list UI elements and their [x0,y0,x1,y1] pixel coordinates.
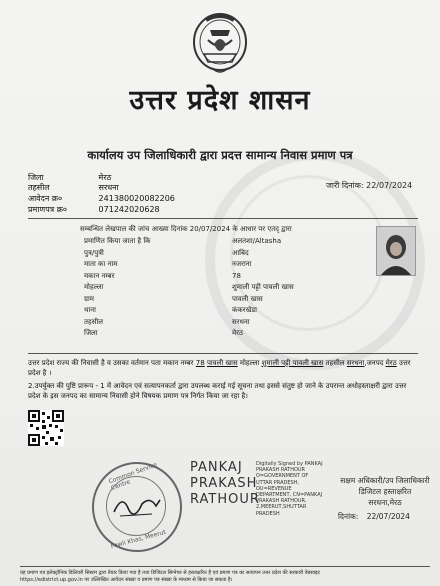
para1-mohalla-label: मोहल्ला [239,359,260,367]
field-value: 78 [232,271,241,280]
handwritten-signature-icon [112,490,162,520]
field-label: ग्राम [84,294,94,303]
footer-line1: यह प्रमाण पत्र इलेक्ट्रॉनिक डिलिवरी सिस्टम द्वारा तैयार किया गया है तथा डिजिटल सिग्नेचर से हस्ताक्षरित है एवं प्रमाण पत्र का सत्यापन उत्तर प्रदेश की सरकारी वेबसाइट [20,570,321,576]
intro-text: सम्बन्धित लेखपाल की जांच आख्या दिनांक 20/07/2024 के आधार पर एतद् द्वारा [80,225,292,233]
field-label: माता का नाम [84,260,118,268]
field-label: प्रमाणित किया जाता है कि [84,237,151,245]
para1-village: पावली खास [206,359,238,367]
certificate-no-value: 071242020628 [98,205,160,214]
csc-seal [92,462,182,552]
footer-note [20,570,430,584]
para1-text: उत्तर प्रदेश राज्य की निवासी है व उसका वर्तमान पता मकान नम्बर [28,359,194,367]
officer-date-value: 22/07/2024 [366,512,410,521]
officer-place: सरधना,मेरठ [368,498,402,507]
officer-signed: डिजिटल हस्ताक्षरित [358,487,412,496]
digital-signature-details: Digitally Signed by PANKAJ PRAKASH RATHOUR O=GOVERNMENT OF UTTAR PRADESH, OU=REVENUE DEPARTMENT, CN=PANKAJ PRAKASH RATHOUR, 2,MEERUT,SHUTTAR PRADESH [256,461,323,517]
seal-top-text: Common Service Centre [107,461,159,492]
residence-paragraph [28,358,418,378]
district-label: जिला [28,173,44,182]
application-no-value: 241380020082206 [98,194,175,203]
signatory-name-line3: RATHOUR [190,492,260,507]
field-value: अलतशा/Altasha [232,237,282,245]
footer-line2: https://edistrict.up.gov.in पर उल्लिखित आवेदन संख्या व प्रमाण पत्र संख्या के माध्यम से किया जा सकता है। [20,577,233,583]
para1-house: 78 [195,359,205,367]
para1-district: मेरठ [385,359,397,367]
field-value: सरधना [232,317,250,326]
confirmation-paragraph: 2.उपर्युक्त की पुष्टि प्रारूप - 1 में आवेदन एवं सत्यापनकर्ता द्वारा उपलब्ध कराई गई सूचना तथा इससे संतुष्ट हो जाने के उपरान्त अधोहस्ताक्षरी द्वारा उत्तर प्रदेश के इस जनपद का सामान्य निवासी होने विषयक प्रमाण पत्र निर्गत किया जा रहा है। [28,382,407,400]
issue-date [326,180,412,191]
tehsil-label: तहसील [28,183,50,192]
officer-date-label: दिनांक: [338,512,359,521]
applicant-photo [376,226,416,276]
field-value: मेरठ [232,329,244,337]
seal-bottom-text: Pawli Khas, Meerut [110,528,167,551]
certificate-no-label: प्रमाणपत्र क्र० [28,205,67,214]
field-label: मोहल्ला [84,283,104,291]
signatory-name [190,460,260,508]
application-no-label: आवेदन क्र० [28,194,63,203]
field-value: आबिद [232,248,249,257]
field-value: कंकरखेडा [232,306,257,314]
divider-footer [20,566,430,567]
tehsil-value: सरधना [98,183,119,192]
field-value: नजराना [232,260,252,268]
signatory-name-line2: PRAKASH [190,476,258,491]
field-label: पुत्र/पुत्री [84,248,104,257]
tehsil-row [28,182,119,193]
field-label: मकान नम्बर [84,271,115,280]
certificate-title: कार्यालय उप जिलाधिकारी द्वारा प्रदत्त सामान्य निवास प्रमाण पत्र [87,148,353,162]
para1-district-label: ,जनपद [364,359,384,367]
field-label: थाना [84,306,96,314]
field-value: पावली खास [232,294,263,303]
para1-tehsil: सरधना [346,359,365,367]
application-no-row [28,193,175,204]
district-value: मेरठ [98,173,112,182]
certificate-no-row [28,204,160,215]
up-emblem-icon [192,10,248,80]
para1-tehsil-label: तहसील [325,359,345,367]
para1-end: उत्तर प्रदेश है । [28,359,411,377]
divider-middle [28,353,418,354]
officer-title: सक्षम अधिकारी/उप जिलाधिकारी [340,476,430,485]
field-value: शुमाली पट्टी पावली खास [232,283,294,291]
person-photo-icon [377,227,415,275]
qr-code-icon [28,410,64,446]
divider-top [28,218,418,219]
issue-date-label: जारी दिनांक: [326,181,364,190]
officer-date [338,512,438,522]
government-title: उत्तर प्रदेश शासन [129,85,311,116]
para1-mohalla: शुमाली पट्टी पावली खास [261,359,324,367]
signatory-name-line1: PANKAJ [190,460,243,475]
field-label: जिला [84,329,98,337]
field-label: तहसील [84,317,103,326]
issue-date-value: 22/07/2024 [366,181,413,190]
